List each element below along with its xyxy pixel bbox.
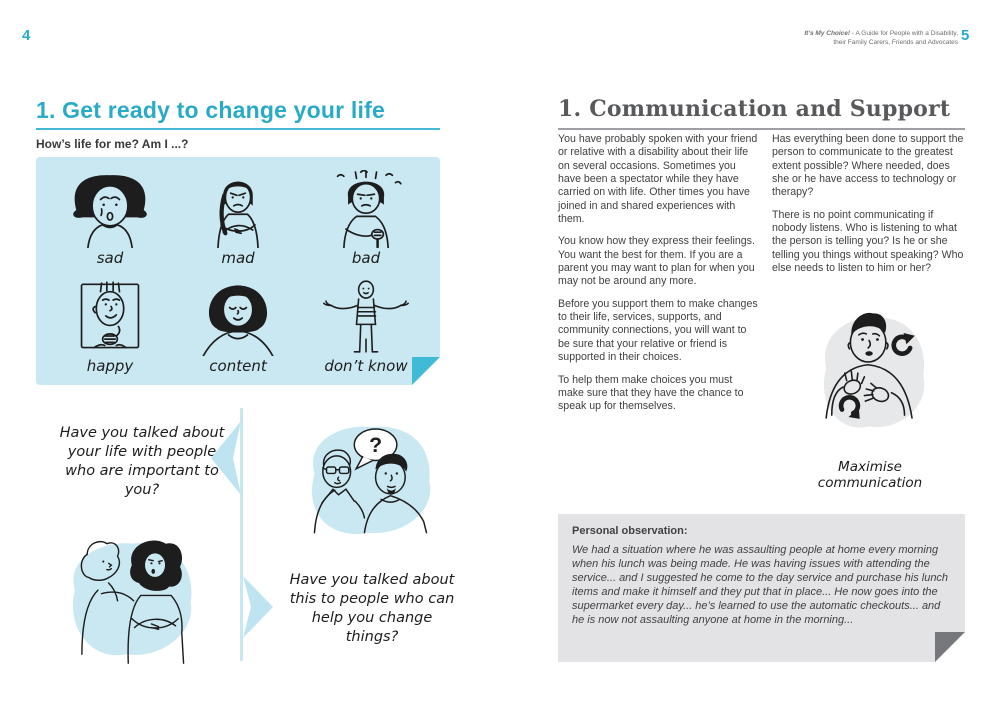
body-column-1 (558, 133, 758, 423)
question-mark: ? (369, 433, 383, 458)
question-text-1: Have you talked about your life with people who are important to you? (59, 425, 225, 499)
arrow-left-icon (211, 421, 241, 495)
feeling-cell-content (174, 271, 302, 379)
left-page-subtitle: How’s life for me? Am I ...? (36, 137, 189, 151)
sad-face-illustration (62, 170, 158, 248)
personal-observation-box (558, 514, 965, 662)
paragraph: There is no point communicating if nobody listens. Who is listening to what the person is telling you? Is he or she telling you things without speaking? Who else needs to listen to him or her? (772, 208, 964, 275)
feeling-label-sad: sad (96, 249, 124, 267)
folded-corner-gray (935, 632, 965, 662)
observation-body: We had a situation where he was assaulting people at home every morning when his lunch was being made. He was having issues with attending the service... and I suggested he come to the day service and purchase his lunch items and make it himself and they put that in place... He now goes into the supermarket every day... he’s learned to use the automatic checkouts... and he is now not assaulting anyone at home in the morning... (572, 544, 949, 627)
paragraph: You know how they express their feelings. You want the best for them. If you are a parent you may want to plan for when you may not be around any more. (558, 235, 755, 288)
feeling-cell-mad (174, 163, 302, 271)
feeling-label-bad: bad (351, 249, 381, 267)
dont-know-shrug-illustration (318, 278, 414, 356)
feeling-label-dont-know: don’t know (324, 357, 408, 375)
running-header-line2: their Family Carers, Friends and Advocates (833, 39, 958, 47)
paragraph: To help them make choices you must make sure that they have the chance to speak up for themselves. (558, 373, 744, 413)
arrow-right-icon (243, 576, 273, 638)
paragraph: Has everything been done to support the person to communicate to the greatest extent possible? Where needed, does she or he have access to technology or therapy? (772, 133, 964, 199)
paragraph: You have probably spoken with your friend or relative with a disability about their life on several occasions. Sometimes you have been a spectator while they have carried on with life. Other times you have joined in and shared experiences with them. (558, 133, 758, 226)
feeling-cell-happy (46, 271, 174, 379)
right-title-rule (558, 128, 965, 130)
two-women-talking-illustration (48, 518, 213, 680)
left-page-title: 1. Get ready to change your life (36, 97, 385, 123)
two-men-question-illustration (283, 413, 445, 545)
page-number-left: 4 (22, 27, 31, 44)
running-header (640, 29, 958, 48)
feeling-label-content: content (209, 357, 267, 375)
running-header-line1: - A Guide for People with a Disability, (850, 30, 958, 37)
page-number-right: 5 (961, 27, 970, 44)
body-column-2 (772, 133, 968, 284)
feeling-label-mad: mad (221, 249, 255, 267)
feeling-cell-dont-know (302, 271, 430, 379)
sign-language-illustration (800, 300, 940, 450)
observation-title: Personal observation: (572, 525, 688, 537)
folded-corner-teal (412, 357, 440, 385)
feelings-illustration-box (36, 157, 440, 385)
sign-illustration-caption: Maximise communication (817, 459, 923, 491)
left-title-rule (36, 128, 440, 130)
mad-face-illustration (190, 170, 286, 248)
paragraph: Before you support them to make changes to their life, services, supports, and community connections, you will want to be sure that your relative or friend is supported in their choices. (558, 297, 758, 364)
feeling-label-happy: happy (86, 357, 134, 375)
question-text-2: Have you talked about this to people who can help you change things? (289, 572, 455, 646)
feeling-cell-bad (302, 163, 430, 271)
right-page-title: 1. Communication and Support (558, 96, 951, 122)
running-header-brand: It’s My Choice! (804, 30, 851, 37)
bad-face-illustration (318, 170, 414, 248)
happy-face-illustration (62, 278, 158, 356)
feeling-cell-sad (46, 163, 174, 271)
content-face-illustration (190, 278, 286, 356)
